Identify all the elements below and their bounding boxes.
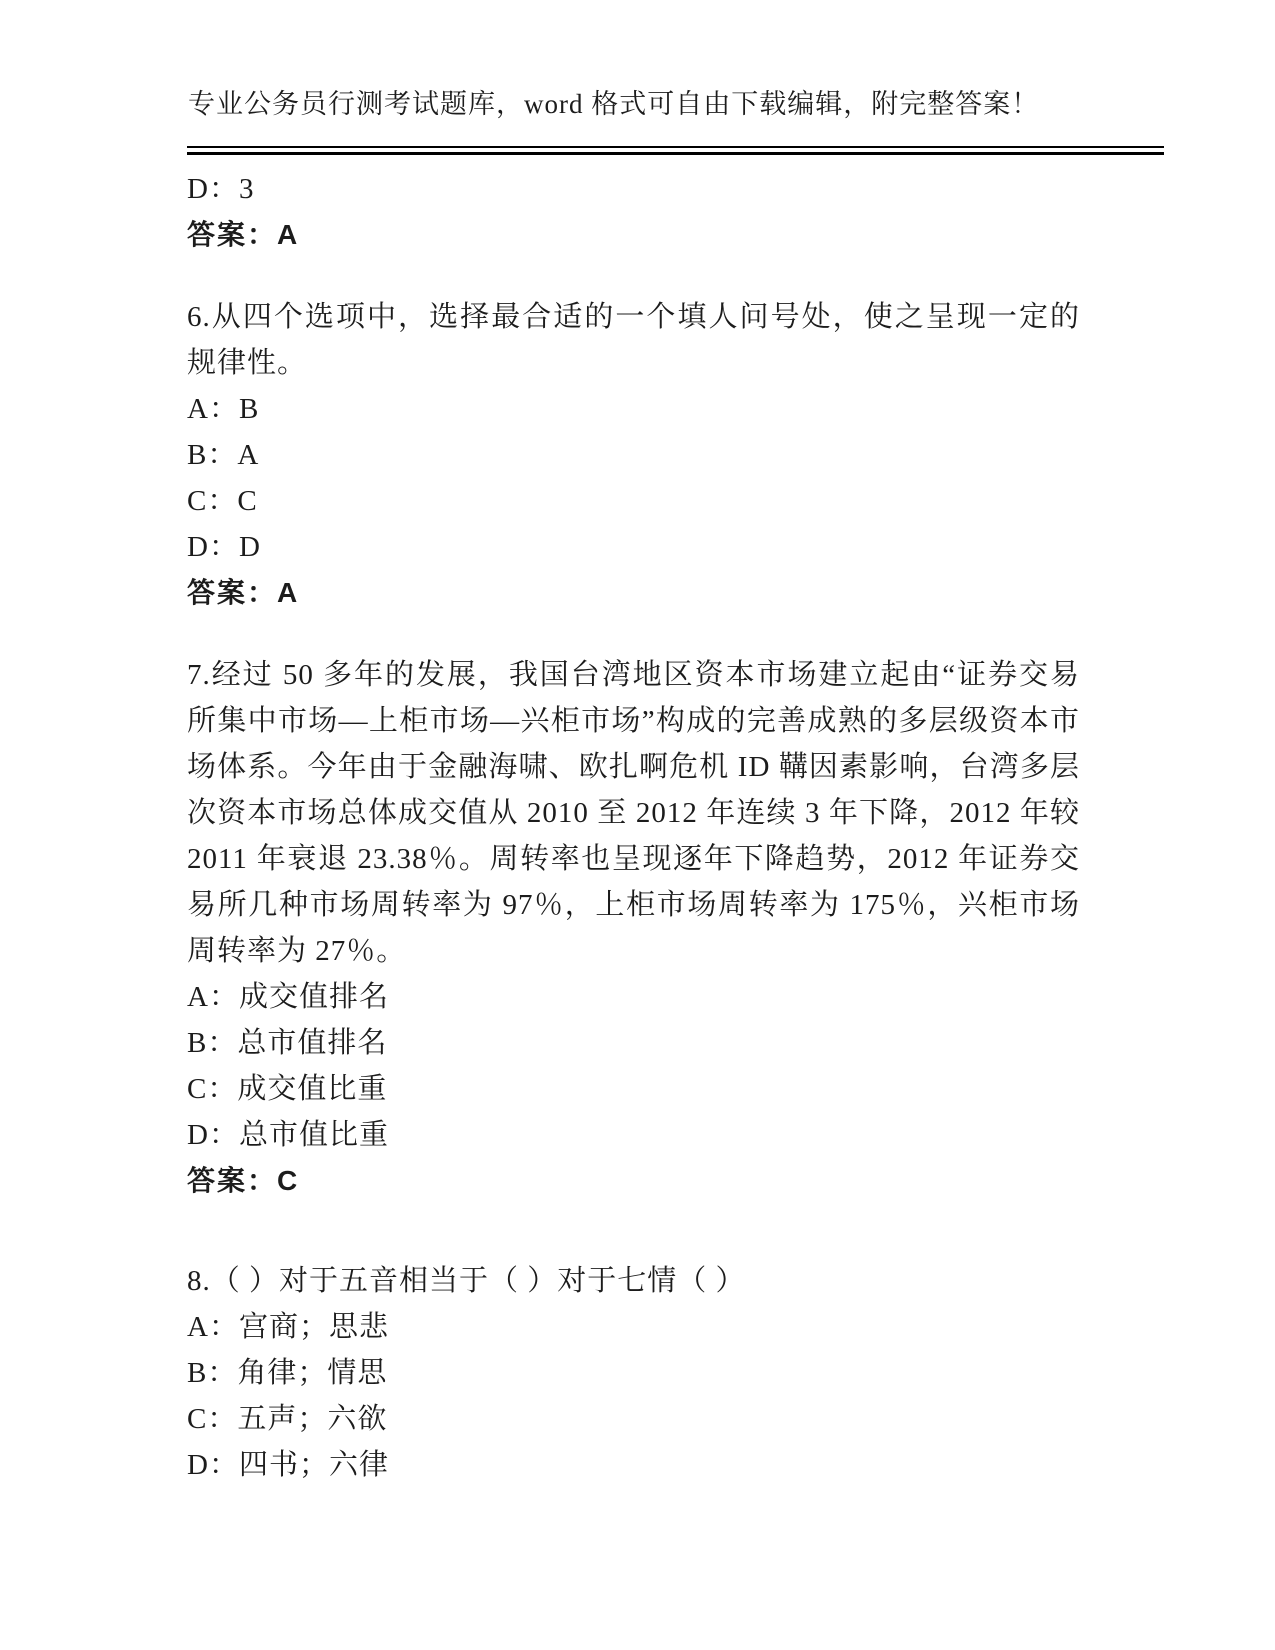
header-text: 专业公务员行测考试题库，word 格式可自由下载编辑，附完整答案！: [188, 89, 1040, 119]
block-spacer: [187, 1204, 1080, 1258]
question-block-7: [187, 652, 1080, 1204]
question-block-8: [187, 1258, 1080, 1488]
question-stem: 7.经过 50 多年的发展，我国台湾地区资本市场建立起由“证券交易所集中市场—上柜市场—兴柜市场”构成的完善成熟的多层级资本市场体系。今年由于金融海啸、欧扎啊危机 ID 鞲因素影响，台湾多层次资本市场总体成交值从 2010 至 2012 年连续 3 年下降，2012 年较 2011 年衰退 23.38％。周转率也呈现逐年下降趋势，2012 年证券交易所几种市场周转率为 97％，上柜市场周转率为 175％，兴柜市场周转率为 27％。: [187, 659, 1080, 967]
option-row: A：宫商；思悲: [187, 1311, 389, 1343]
option-row: B：总市值排名: [187, 1027, 388, 1059]
answer-row: 答案：C: [187, 1165, 300, 1196]
answer-row: 答案：A: [187, 577, 300, 608]
block-spacer: [187, 616, 1080, 652]
question-stem: 6.从四个选项中，选择最合适的一个填人问号处，使之呈现一定的规律性。: [187, 301, 1080, 379]
question-stem: 8.（ ）对于五音相当于（ ）对于七情（ ）: [187, 1265, 746, 1297]
option-row: B：A: [187, 439, 260, 471]
block-spacer: [187, 258, 1080, 294]
option-row: D：D: [187, 531, 261, 563]
option-row: D：3: [187, 173, 255, 205]
document-content: [187, 166, 1080, 1488]
option-row: C：五声；六欲: [187, 1403, 388, 1435]
answer-row: 答案：A: [187, 219, 300, 250]
header-divider: [187, 146, 1164, 155]
option-row: A：成交值排名: [187, 981, 389, 1013]
option-row: C：成交值比重: [187, 1073, 388, 1105]
option-row: A：B: [187, 393, 260, 425]
option-row: D：总市值比重: [187, 1119, 389, 1151]
option-row: D：四书；六律: [187, 1449, 389, 1481]
option-row: C：C: [187, 485, 258, 517]
question-block-6: [187, 294, 1080, 616]
question-block-5-tail: [187, 166, 1080, 258]
option-row: B：角律；情思: [187, 1357, 388, 1389]
